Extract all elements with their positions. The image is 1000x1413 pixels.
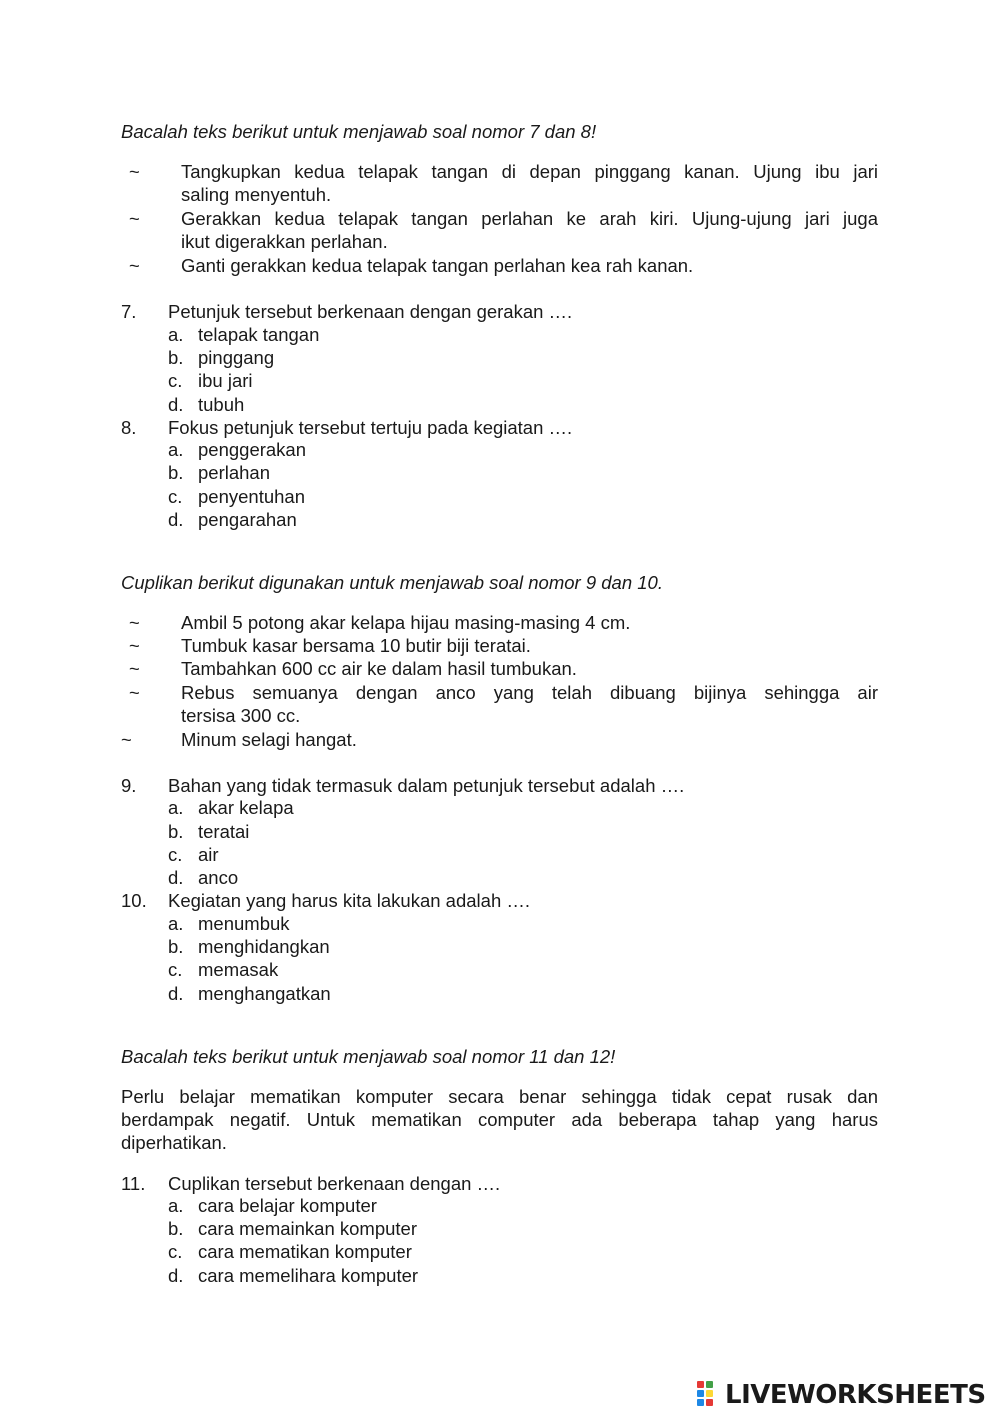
- paragraph-line: berdampak negatif. Untuk mematikan computer ada beberapa tahap yang harus: [121, 1109, 878, 1130]
- option-text: teratai: [198, 821, 250, 842]
- option-letter: b.: [168, 1218, 184, 1239]
- question-text: Petunjuk tersebut berkenaan dengan gerakan ….: [168, 301, 573, 322]
- question-text: Fokus petunjuk tersebut tertuju pada kegiatan ….: [168, 417, 573, 438]
- question-number: 11.: [121, 1173, 146, 1194]
- option-letter: d.: [168, 509, 184, 530]
- option-letter: c.: [168, 844, 183, 865]
- option-letter: a.: [168, 324, 184, 345]
- section1-instruction: Bacalah teks berikut untuk menjawab soal nomor 7 dan 8!: [121, 121, 597, 142]
- question-number: 10.: [121, 890, 147, 911]
- bullet-marker: ~: [129, 682, 140, 703]
- option-letter: c.: [168, 486, 183, 507]
- bullet-marker: ~: [129, 208, 140, 229]
- bullet-text: Rebus semuanya dengan anco yang telah dibuang bijinya sehingga air: [181, 682, 878, 703]
- bullet-text: saling menyentuh.: [181, 184, 332, 205]
- bullet-text: tersisa 300 cc.: [181, 705, 301, 726]
- option-text: cara mematikan komputer: [198, 1241, 412, 1262]
- option-letter: c.: [168, 370, 183, 391]
- question-text: Kegiatan yang harus kita lakukan adalah ….: [168, 890, 531, 911]
- liveworksheets-logo-icon: [697, 1381, 723, 1407]
- paragraph-line: diperhatikan.: [121, 1132, 227, 1153]
- liveworksheets-logo[interactable]: [697, 1378, 997, 1412]
- option-text: pinggang: [198, 347, 275, 368]
- question-number: 7.: [121, 301, 137, 322]
- bullet-marker: ~: [129, 612, 140, 633]
- option-text: menghidangkan: [198, 936, 330, 957]
- bullet-marker: ~: [129, 635, 140, 656]
- option-letter: d.: [168, 867, 184, 888]
- bullet-text: Tangkupkan kedua telapak tangan di depan pinggang kanan. Ujung ibu jari: [181, 161, 878, 182]
- option-text: menghangatkan: [198, 983, 331, 1004]
- logo-square-green: [706, 1381, 713, 1388]
- option-text: cara belajar komputer: [198, 1195, 377, 1216]
- question-text: Bahan yang tidak termasuk dalam petunjuk tersebut adalah ….: [168, 775, 685, 796]
- option-letter: b.: [168, 936, 184, 957]
- option-letter: d.: [168, 1265, 184, 1286]
- option-text: telapak tangan: [198, 324, 320, 345]
- option-text: tubuh: [198, 394, 245, 415]
- liveworksheets-logo-text: LIVEWORKSHEETS: [725, 1380, 986, 1410]
- bullet-text: Ambil 5 potong akar kelapa hijau masing-masing 4 cm.: [181, 612, 631, 633]
- option-letter: b.: [168, 462, 184, 483]
- option-letter: a.: [168, 1195, 184, 1216]
- option-letter: a.: [168, 913, 184, 934]
- option-letter: a.: [168, 439, 184, 460]
- option-text: akar kelapa: [198, 797, 294, 818]
- bullet-text: Tambahkan 600 cc air ke dalam hasil tumbukan.: [181, 658, 577, 679]
- option-letter: d.: [168, 394, 184, 415]
- bullet-text: Ganti gerakkan kedua telapak tangan perlahan kea rah kanan.: [181, 255, 694, 276]
- option-text: anco: [198, 867, 239, 888]
- logo-square-blue: [697, 1399, 704, 1406]
- option-text: ibu jari: [198, 370, 253, 391]
- section3-instruction: Bacalah teks berikut untuk menjawab soal nomor 11 dan 12!: [121, 1046, 616, 1067]
- bullet-marker: ~: [129, 161, 140, 182]
- option-letter: a.: [168, 797, 184, 818]
- option-text: memasak: [198, 959, 279, 980]
- option-text: cara memelihara komputer: [198, 1265, 419, 1286]
- option-letter: c.: [168, 959, 183, 980]
- option-text: cara memainkan komputer: [198, 1218, 418, 1239]
- option-text: menumbuk: [198, 913, 290, 934]
- option-text: perlahan: [198, 462, 271, 483]
- logo-square-red: [706, 1399, 713, 1406]
- question-text: Cuplikan tersebut berkenaan dengan ….: [168, 1173, 501, 1194]
- question-number: 9.: [121, 775, 137, 796]
- option-letter: d.: [168, 983, 184, 1004]
- option-letter: c.: [168, 1241, 183, 1262]
- bullet-text: ikut digerakkan perlahan.: [181, 231, 388, 252]
- bullet-marker: ~: [121, 729, 132, 750]
- option-text: penggerakan: [198, 439, 307, 460]
- option-letter: b.: [168, 347, 184, 368]
- option-text: pengarahan: [198, 509, 297, 530]
- question-number: 8.: [121, 417, 137, 438]
- logo-square-yellow: [706, 1390, 713, 1397]
- bullet-text: Tumbuk kasar bersama 10 butir biji teratai.: [181, 635, 531, 656]
- logo-square-red: [697, 1381, 704, 1388]
- logo-square-blue: [697, 1390, 704, 1397]
- paragraph-line: Perlu belajar mematikan komputer secara benar sehingga tidak cepat rusak dan: [121, 1086, 878, 1107]
- bullet-text: Gerakkan kedua telapak tangan perlahan ke arah kiri. Ujung-ujung jari juga: [181, 208, 878, 229]
- section2-instruction: Cuplikan berikut digunakan untuk menjawab soal nomor 9 dan 10.: [121, 572, 663, 593]
- bullet-marker: ~: [129, 255, 140, 276]
- bullet-text: Minum selagi hangat.: [181, 729, 357, 750]
- option-text: penyentuhan: [198, 486, 305, 507]
- option-text: air: [198, 844, 219, 865]
- option-letter: b.: [168, 821, 184, 842]
- bullet-marker: ~: [129, 658, 140, 679]
